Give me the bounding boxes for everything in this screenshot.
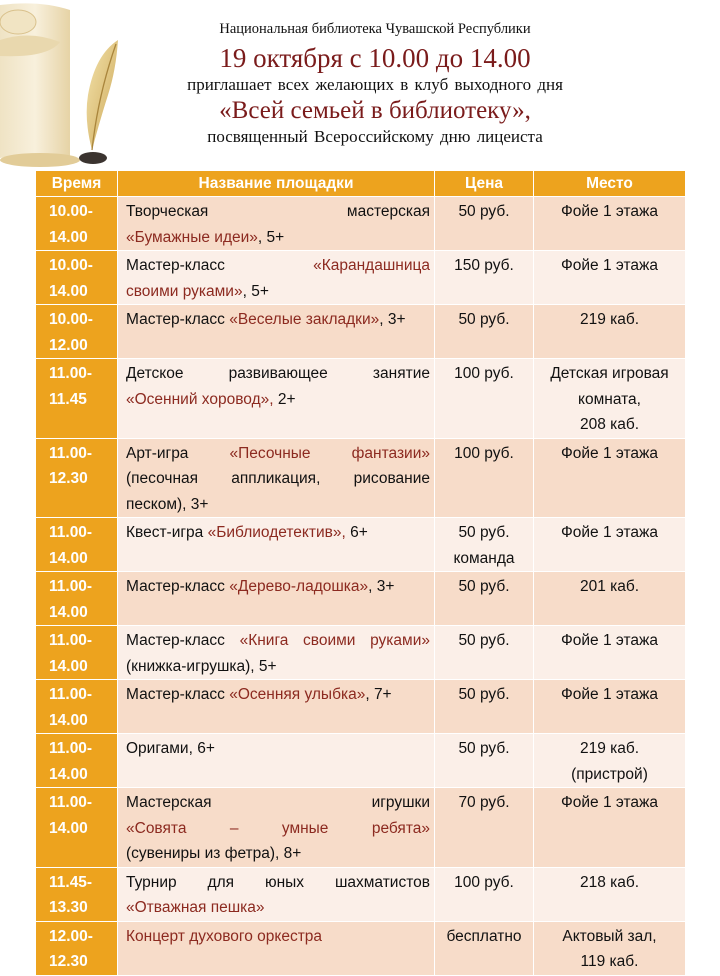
price-cell bbox=[435, 734, 534, 788]
activity-title: Концерт духового оркестра bbox=[126, 927, 323, 945]
time-text: 11.00- bbox=[49, 686, 93, 703]
place-text: 119 каб. bbox=[580, 953, 639, 970]
time-cell bbox=[36, 680, 118, 734]
activity-text: , 3+ bbox=[368, 578, 395, 595]
activity-text: Мастер-класс bbox=[126, 257, 314, 274]
dedication-text: посвященный Всероссийскому дню лицеиста bbox=[207, 127, 543, 146]
activity-text: песком), 3+ bbox=[126, 495, 209, 513]
activity-title: своими руками» bbox=[126, 282, 243, 300]
activity-name-line bbox=[126, 361, 430, 387]
price-text: 100 руб. bbox=[454, 365, 514, 382]
activity-title: «Дерево-ладошка» bbox=[229, 578, 369, 595]
table-row bbox=[36, 518, 686, 572]
activity-text: , 3+ bbox=[379, 311, 406, 328]
place-cell bbox=[534, 438, 686, 518]
activity-name-cell bbox=[118, 305, 435, 359]
activity-name-line bbox=[126, 924, 430, 950]
place-cell bbox=[534, 734, 686, 788]
price-cell bbox=[435, 359, 534, 439]
activity-name-cell bbox=[118, 197, 435, 251]
activity-text: Мастер-класс bbox=[126, 578, 230, 595]
activity-name-line bbox=[126, 225, 430, 251]
time-text: 10.00- bbox=[49, 257, 93, 274]
time-text: 11.00- bbox=[49, 740, 93, 757]
activity-name-line bbox=[126, 307, 430, 333]
club-title: «Всей семьей в библиотеку», bbox=[219, 97, 531, 124]
place-text: Фойе 1 этажа bbox=[560, 203, 659, 220]
activity-name-line bbox=[126, 441, 430, 467]
time-text: 10.00- bbox=[49, 203, 93, 220]
activity-text: Турнир для юных шахматистов bbox=[126, 873, 430, 891]
time-cell bbox=[36, 572, 118, 626]
price-text: 50 руб. bbox=[458, 740, 510, 757]
place-cell bbox=[534, 788, 686, 868]
place-cell bbox=[534, 305, 686, 359]
price-text: 50 руб. bbox=[458, 311, 510, 328]
activity-name-line bbox=[126, 520, 430, 546]
time-cell bbox=[36, 197, 118, 251]
activity-title: «Осенний хоровод», bbox=[126, 390, 278, 408]
activity-name-cell bbox=[118, 572, 435, 626]
time-text: 11.00- bbox=[49, 365, 93, 382]
activity-title: «Книга своими руками» bbox=[239, 632, 430, 649]
price-cell bbox=[435, 626, 534, 680]
column-header-place: Место bbox=[534, 171, 686, 197]
column-header-price: Цена bbox=[435, 171, 534, 197]
time-text: 12.00- bbox=[49, 927, 93, 945]
price-text: 150 руб. bbox=[454, 257, 514, 274]
activity-title: «Карандашница bbox=[313, 257, 430, 274]
place-text: комната, bbox=[578, 390, 641, 408]
table-row bbox=[36, 680, 686, 734]
activity-title: «Совята – умные ребята» bbox=[126, 819, 430, 837]
place-text: 218 каб. bbox=[579, 873, 640, 891]
schedule-table bbox=[35, 170, 686, 976]
time-text: 14.00 bbox=[49, 711, 88, 729]
place-text: Фойе 1 этажа bbox=[560, 257, 659, 274]
place-cell bbox=[534, 572, 686, 626]
place-cell bbox=[534, 680, 686, 734]
place-cell bbox=[534, 359, 686, 439]
price-text: 50 руб. bbox=[458, 632, 510, 649]
place-text: Актовый зал, bbox=[562, 927, 657, 945]
time-text: 14.00 bbox=[49, 282, 88, 300]
activity-text: Мастер-класс bbox=[126, 311, 230, 328]
activity-text: (книжка-игрушка), 5+ bbox=[126, 657, 277, 675]
price-cell bbox=[435, 197, 534, 251]
time-cell bbox=[36, 438, 118, 518]
table-header-row bbox=[36, 171, 686, 197]
place-cell bbox=[534, 197, 686, 251]
table-row bbox=[36, 734, 686, 788]
activity-name-cell bbox=[118, 680, 435, 734]
time-text: 12.00 bbox=[49, 336, 88, 354]
price-text: 50 руб. bbox=[458, 203, 510, 220]
time-cell bbox=[36, 734, 118, 788]
place-text: Фойе 1 этажа bbox=[560, 444, 659, 462]
table-row bbox=[36, 788, 686, 868]
invitation-text: приглашает всех желающих в клуб выходного дня bbox=[187, 75, 563, 94]
time-text: 10.00- bbox=[49, 311, 93, 328]
activity-text: Детское развивающее занятие bbox=[126, 365, 430, 382]
time-text: 13.30 bbox=[49, 899, 88, 916]
place-text: Фойе 1 этажа bbox=[560, 524, 659, 541]
activity-name-line bbox=[126, 682, 430, 708]
activity-name-cell bbox=[118, 518, 435, 572]
activity-text: Мастер-класс bbox=[126, 632, 240, 649]
activity-title: «Осенняя улыбка» bbox=[229, 686, 366, 703]
place-text: Фойе 1 этажа bbox=[560, 686, 659, 703]
activity-name-line bbox=[126, 870, 430, 896]
event-header bbox=[110, 16, 640, 148]
table-row bbox=[36, 438, 686, 518]
time-cell bbox=[36, 921, 118, 975]
activity-name-line bbox=[126, 816, 430, 842]
activity-name-line bbox=[126, 253, 430, 279]
time-cell bbox=[36, 359, 118, 439]
table-row bbox=[36, 921, 686, 975]
time-text: 11.00- bbox=[49, 524, 93, 541]
place-text: Фойе 1 этажа bbox=[560, 794, 659, 811]
table-row bbox=[36, 572, 686, 626]
place-text: 208 каб. bbox=[579, 416, 640, 433]
activity-text: Творческая мастерская bbox=[126, 203, 430, 220]
activity-text: Мастер-класс bbox=[126, 686, 230, 703]
time-text: 14.00 bbox=[49, 228, 88, 246]
schedule-body bbox=[36, 197, 686, 976]
activity-title: «Бумажные идеи» bbox=[126, 228, 258, 246]
time-cell bbox=[36, 305, 118, 359]
place-text: 201 каб. bbox=[579, 578, 640, 595]
time-text: 14.00 bbox=[49, 603, 88, 621]
place-text: (пристрой) bbox=[571, 765, 648, 783]
price-text: 70 руб. bbox=[458, 794, 510, 811]
time-text: 11.00- bbox=[49, 444, 93, 462]
table-row bbox=[36, 197, 686, 251]
place-text: 219 каб. bbox=[579, 740, 640, 757]
table-row bbox=[36, 305, 686, 359]
place-cell bbox=[534, 867, 686, 921]
price-cell bbox=[435, 572, 534, 626]
time-text: 12.30 bbox=[49, 470, 88, 487]
table-row bbox=[36, 626, 686, 680]
activity-name-cell bbox=[118, 626, 435, 680]
activity-text: Квест-игра bbox=[126, 524, 208, 541]
column-header-time: Время bbox=[36, 171, 118, 197]
activity-name-line bbox=[126, 654, 430, 680]
library-name: Национальная библиотека Чувашской Республики bbox=[219, 21, 531, 37]
activity-title: «Библиодетектив», bbox=[207, 524, 351, 541]
place-text: 219 каб. bbox=[579, 311, 640, 328]
activity-text: 6+ bbox=[350, 524, 368, 541]
activity-name-cell bbox=[118, 921, 435, 975]
activity-text: , 5+ bbox=[257, 228, 285, 246]
activity-name-cell bbox=[118, 788, 435, 868]
time-text: 14.00 bbox=[49, 657, 88, 675]
activity-name-line bbox=[126, 790, 430, 816]
column-header-name: Название площадки bbox=[118, 171, 435, 197]
price-cell bbox=[435, 788, 534, 868]
activity-name-line bbox=[126, 574, 430, 600]
place-cell bbox=[534, 518, 686, 572]
activity-name-cell bbox=[118, 867, 435, 921]
time-text: 14.00 bbox=[49, 765, 88, 783]
price-text: бесплатно bbox=[446, 927, 522, 945]
price-text: 50 руб. bbox=[458, 578, 510, 595]
time-text: 11.45- bbox=[49, 873, 93, 891]
time-text: 11.00- bbox=[49, 632, 93, 649]
table-row bbox=[36, 251, 686, 305]
activity-name-line bbox=[126, 736, 430, 762]
activity-text: (песочная аппликация, рисование bbox=[126, 470, 430, 487]
activity-name-cell bbox=[118, 359, 435, 439]
activity-text: Арт-игра bbox=[126, 444, 230, 462]
time-text: 12.30 bbox=[49, 953, 88, 970]
activity-text: , 5+ bbox=[242, 282, 269, 300]
price-cell bbox=[435, 305, 534, 359]
activity-name-line bbox=[126, 841, 430, 867]
activity-name-cell bbox=[118, 438, 435, 518]
scroll-quill-illustration bbox=[0, 0, 125, 170]
time-cell bbox=[36, 251, 118, 305]
event-date: 19 октября с 10.00 до 14.00 bbox=[219, 43, 531, 73]
place-cell bbox=[534, 626, 686, 680]
activity-title: «Песочные фантазии» bbox=[229, 444, 430, 462]
activity-title: «Отважная пешка» bbox=[126, 899, 265, 916]
activity-name-line bbox=[126, 492, 430, 518]
time-cell bbox=[36, 626, 118, 680]
time-text: 14.00 bbox=[49, 819, 88, 837]
activity-name-line bbox=[126, 387, 430, 413]
activity-text: , 7+ bbox=[365, 686, 392, 703]
place-text: Фойе 1 этажа bbox=[560, 632, 659, 649]
activity-text: 2+ bbox=[277, 390, 296, 408]
price-text: 50 руб. bbox=[458, 686, 510, 703]
price-text: команда bbox=[453, 549, 515, 567]
price-cell bbox=[435, 867, 534, 921]
time-text: 14.00 bbox=[49, 549, 88, 567]
place-cell bbox=[534, 251, 686, 305]
activity-name-line bbox=[126, 895, 430, 921]
activity-title: «Веселые закладки» bbox=[229, 311, 380, 328]
time-text: 11.00- bbox=[49, 578, 93, 595]
price-text: 100 руб. bbox=[454, 444, 514, 462]
activity-text: (сувениры из фетра), 8+ bbox=[126, 845, 302, 862]
activity-name-line bbox=[126, 199, 430, 225]
price-cell bbox=[435, 921, 534, 975]
activity-name-cell bbox=[118, 251, 435, 305]
price-cell bbox=[435, 438, 534, 518]
activity-text: Мастерская игрушки bbox=[126, 794, 430, 811]
price-cell bbox=[435, 518, 534, 572]
price-text: 50 руб. bbox=[458, 524, 510, 541]
activity-name-line bbox=[126, 628, 430, 654]
table-row bbox=[36, 867, 686, 921]
place-cell bbox=[534, 921, 686, 975]
price-cell bbox=[435, 680, 534, 734]
price-text: 100 руб. bbox=[454, 873, 514, 891]
time-text: 11.45 bbox=[49, 390, 87, 408]
table-row bbox=[36, 359, 686, 439]
place-text: Детская игровая bbox=[550, 365, 669, 382]
time-cell bbox=[36, 788, 118, 868]
price-cell bbox=[435, 251, 534, 305]
activity-name-cell bbox=[118, 734, 435, 788]
activity-name-line bbox=[126, 466, 430, 492]
activity-text: Оригами, 6+ bbox=[126, 740, 215, 757]
time-text: 11.00- bbox=[49, 794, 93, 811]
time-cell bbox=[36, 867, 118, 921]
time-cell bbox=[36, 518, 118, 572]
activity-name-line bbox=[126, 279, 430, 305]
